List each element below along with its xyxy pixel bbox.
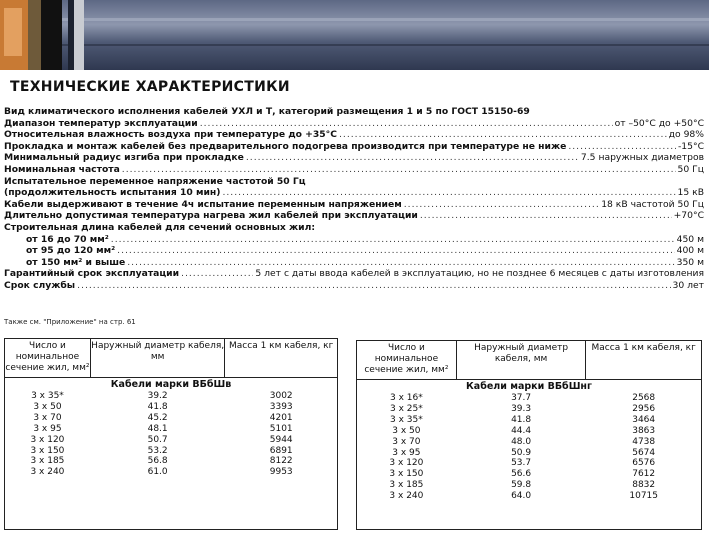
diameter-cell: 44.4 bbox=[511, 425, 532, 436]
diameter-cell: 50.7 bbox=[147, 434, 168, 445]
mass-cell: 2568 bbox=[632, 393, 656, 403]
mass-cell: 7612 bbox=[632, 469, 656, 480]
diameter-cell: 53.7 bbox=[511, 458, 532, 469]
table-row bbox=[5, 456, 338, 467]
table-row bbox=[5, 435, 338, 446]
spec-label: (продолжительность испытания 10 мин) bbox=[4, 187, 221, 199]
spec-value: 350 м bbox=[676, 256, 704, 268]
specs-list bbox=[4, 106, 704, 292]
diameter-cell: 48.1 bbox=[147, 423, 168, 434]
col-header-count: Число и номинальное сечение жил, мм² bbox=[357, 341, 457, 380]
spec-row bbox=[4, 280, 704, 292]
leader-dots bbox=[111, 234, 675, 246]
page-title: ТЕХНИЧЕСКИЕ ХАРАКТЕРИСТИКИ bbox=[10, 79, 290, 95]
count-cell: 3 x 50 bbox=[392, 425, 421, 436]
spec-label: Прокладка и монтаж кабелей без предварительного подогрева производится при температуре не ниже bbox=[4, 140, 567, 152]
spec-label: от 150 мм² и выше bbox=[26, 256, 126, 268]
spec-value: до 98% bbox=[668, 129, 704, 141]
spec-row bbox=[4, 257, 704, 269]
mass-cell: 10715 bbox=[629, 491, 659, 502]
spec-row bbox=[4, 245, 704, 257]
table-row bbox=[357, 415, 702, 426]
count-cell: 3 x 35* bbox=[31, 391, 64, 401]
spec-row bbox=[4, 234, 704, 246]
mass-cell: 6576 bbox=[632, 458, 656, 469]
spec-label: Диапазон температур эксплуатации bbox=[4, 117, 198, 129]
leader-dots bbox=[222, 187, 675, 199]
count-cell: 3 x 150 bbox=[389, 469, 424, 480]
spec-row bbox=[4, 199, 704, 211]
spec-value: 30 лет bbox=[672, 279, 704, 291]
spec-row bbox=[4, 268, 704, 280]
count-cell: 3 x 50 bbox=[33, 401, 62, 412]
mass-cell: 8832 bbox=[632, 480, 656, 491]
count-cell: 3 x 95 bbox=[33, 423, 62, 434]
spec-value: +70°С bbox=[673, 210, 704, 222]
diameter-cell: 56.6 bbox=[511, 469, 532, 480]
mass-cell: 2956 bbox=[632, 403, 656, 414]
diameter-cell: 56.8 bbox=[147, 456, 168, 467]
count-cell: 3 x 95 bbox=[392, 447, 421, 458]
table-row bbox=[5, 424, 338, 435]
col-header-mass: Масса 1 км кабеля, кг bbox=[586, 341, 702, 380]
mass-cell: 4738 bbox=[632, 436, 656, 447]
spec-label: Строительная длина кабелей для сечений основных жил: bbox=[4, 221, 316, 233]
leader-dots bbox=[117, 245, 674, 257]
table-row bbox=[5, 413, 338, 424]
table-row bbox=[357, 448, 702, 459]
count-cell: 3 x 240 bbox=[389, 491, 424, 502]
spec-row bbox=[4, 187, 704, 199]
table-row bbox=[5, 391, 338, 402]
mass-cell: 5101 bbox=[269, 423, 293, 434]
diameter-cell: 61.0 bbox=[147, 467, 168, 478]
cable-photo bbox=[0, 0, 709, 70]
table-row bbox=[357, 404, 702, 415]
count-cell: 3 x 120 bbox=[389, 458, 424, 469]
spec-label: Срок службы bbox=[4, 279, 76, 291]
table-row bbox=[357, 491, 702, 502]
spec-row bbox=[4, 129, 704, 141]
diameter-cell: 39.3 bbox=[511, 403, 532, 414]
col-header-diameter: Наружный диаметр кабеля, мм bbox=[456, 341, 586, 380]
spec-label: Длительно допустимая температура нагрева жил кабелей при эксплуатации bbox=[4, 210, 418, 222]
diameter-cell: 41.8 bbox=[147, 401, 168, 412]
table-row bbox=[5, 402, 338, 413]
leader-dots bbox=[568, 141, 676, 153]
leader-dots bbox=[339, 129, 667, 141]
table-row bbox=[357, 458, 702, 469]
col-header-diameter: Наружный диаметр кабеля, мм bbox=[90, 339, 225, 378]
count-cell: 3 x 150 bbox=[30, 445, 65, 456]
table-row bbox=[5, 467, 338, 478]
spec-label: Гарантийный срок эксплуатации bbox=[4, 268, 180, 280]
count-cell: 3 x 185 bbox=[30, 456, 65, 467]
diameter-cell: 64.0 bbox=[511, 491, 532, 502]
spec-value: от –50°С до +50°С bbox=[614, 117, 704, 129]
spec-value: 400 м bbox=[676, 245, 704, 257]
spec-row bbox=[4, 106, 704, 118]
spec-value: -15°С bbox=[677, 140, 704, 152]
spec-value: 7.5 наружных диаметров bbox=[580, 152, 704, 164]
spec-value: 50 Гц bbox=[677, 163, 704, 175]
table-brand-title: Кабели марки ВБбШнг bbox=[357, 380, 702, 394]
spec-value: 18 кВ частотой 50 Гц bbox=[601, 198, 704, 210]
leader-dots bbox=[77, 280, 670, 292]
mass-cell: 3002 bbox=[269, 391, 293, 401]
leader-dots bbox=[200, 118, 613, 130]
spec-row bbox=[4, 222, 704, 234]
spec-label: Испытательное переменное напряжение частотой 50 Гц bbox=[4, 175, 306, 187]
diameter-cell: 39.2 bbox=[147, 391, 168, 401]
count-cell: 3 x 185 bbox=[389, 480, 424, 491]
mass-cell: 6891 bbox=[269, 445, 293, 456]
mass-cell: 8122 bbox=[269, 456, 293, 467]
spec-label: от 16 до 70 мм² bbox=[26, 233, 109, 245]
diameter-cell: 37.7 bbox=[511, 393, 532, 403]
spec-label: Минимальный радиус изгиба при прокладке bbox=[4, 152, 244, 164]
leader-dots bbox=[181, 268, 253, 280]
mass-cell: 3464 bbox=[632, 414, 656, 425]
spec-label: Номинальная частота bbox=[4, 163, 120, 175]
diameter-cell: 45.2 bbox=[147, 412, 168, 423]
diameter-cell: 50.9 bbox=[511, 447, 532, 458]
col-header-count: Число и номинальное сечение жил, мм² bbox=[5, 339, 91, 378]
spec-value: 5 лет с даты ввода кабелей в эксплуатацию, но не позднее 6 месяцев с даты изготовления bbox=[255, 268, 704, 280]
spec-label: Кабели выдерживают в течение 4ч испытание переменным напряжением bbox=[4, 198, 402, 210]
spec-row bbox=[4, 164, 704, 176]
table-brand-title: Кабели марки ВБбШв bbox=[5, 378, 338, 392]
mass-cell: 4201 bbox=[269, 412, 293, 423]
spec-label: Вид климатического исполнения кабелей УХЛ и Т, категорий размещения 1 и 5 по ГОСТ 15150-69 bbox=[4, 106, 530, 117]
table-vbbshv bbox=[4, 338, 338, 478]
leader-dots bbox=[127, 257, 674, 269]
spec-value: 450 м bbox=[676, 233, 704, 245]
table-vbbshng bbox=[356, 340, 702, 502]
leader-dots bbox=[122, 164, 676, 176]
spec-value: 15 кВ bbox=[677, 187, 704, 199]
col-header-mass: Масса 1 км кабеля, кг bbox=[225, 339, 338, 378]
table-row bbox=[357, 426, 702, 437]
leader-dots bbox=[246, 152, 579, 164]
table-row bbox=[357, 437, 702, 448]
count-cell: 3 x 16* bbox=[390, 393, 423, 403]
leader-dots bbox=[420, 210, 672, 222]
count-cell: 3 x 120 bbox=[30, 434, 65, 445]
spec-row bbox=[4, 152, 704, 164]
leader-dots bbox=[404, 199, 599, 211]
table-row bbox=[5, 446, 338, 457]
diameter-cell: 59.8 bbox=[511, 480, 532, 491]
mass-cell: 3863 bbox=[632, 425, 656, 436]
count-cell: 3 x 25* bbox=[390, 403, 423, 414]
spec-row bbox=[4, 210, 704, 222]
table-row bbox=[357, 393, 702, 404]
count-cell: 3 x 70 bbox=[392, 436, 421, 447]
diameter-cell: 53.2 bbox=[147, 445, 168, 456]
reference-note: Также см. "Приложение" на стр. 61 bbox=[4, 318, 136, 326]
spec-label: от 95 до 120 мм² bbox=[26, 245, 116, 257]
diameter-cell: 41.8 bbox=[511, 414, 532, 425]
mass-cell: 5944 bbox=[269, 434, 293, 445]
count-cell: 3 x 35* bbox=[390, 414, 423, 425]
count-cell: 3 x 70 bbox=[33, 412, 62, 423]
table-row bbox=[357, 469, 702, 480]
spec-row bbox=[4, 118, 704, 130]
spec-label: Относительная влажность воздуха при температуре до +35°С bbox=[4, 129, 337, 141]
spec-row bbox=[4, 141, 704, 153]
diameter-cell: 48.0 bbox=[511, 436, 532, 447]
mass-cell: 3393 bbox=[269, 401, 293, 412]
spec-row bbox=[4, 176, 704, 188]
table-row bbox=[357, 480, 702, 491]
mass-cell: 9953 bbox=[269, 467, 293, 478]
mass-cell: 5674 bbox=[632, 447, 656, 458]
count-cell: 3 x 240 bbox=[30, 467, 65, 478]
